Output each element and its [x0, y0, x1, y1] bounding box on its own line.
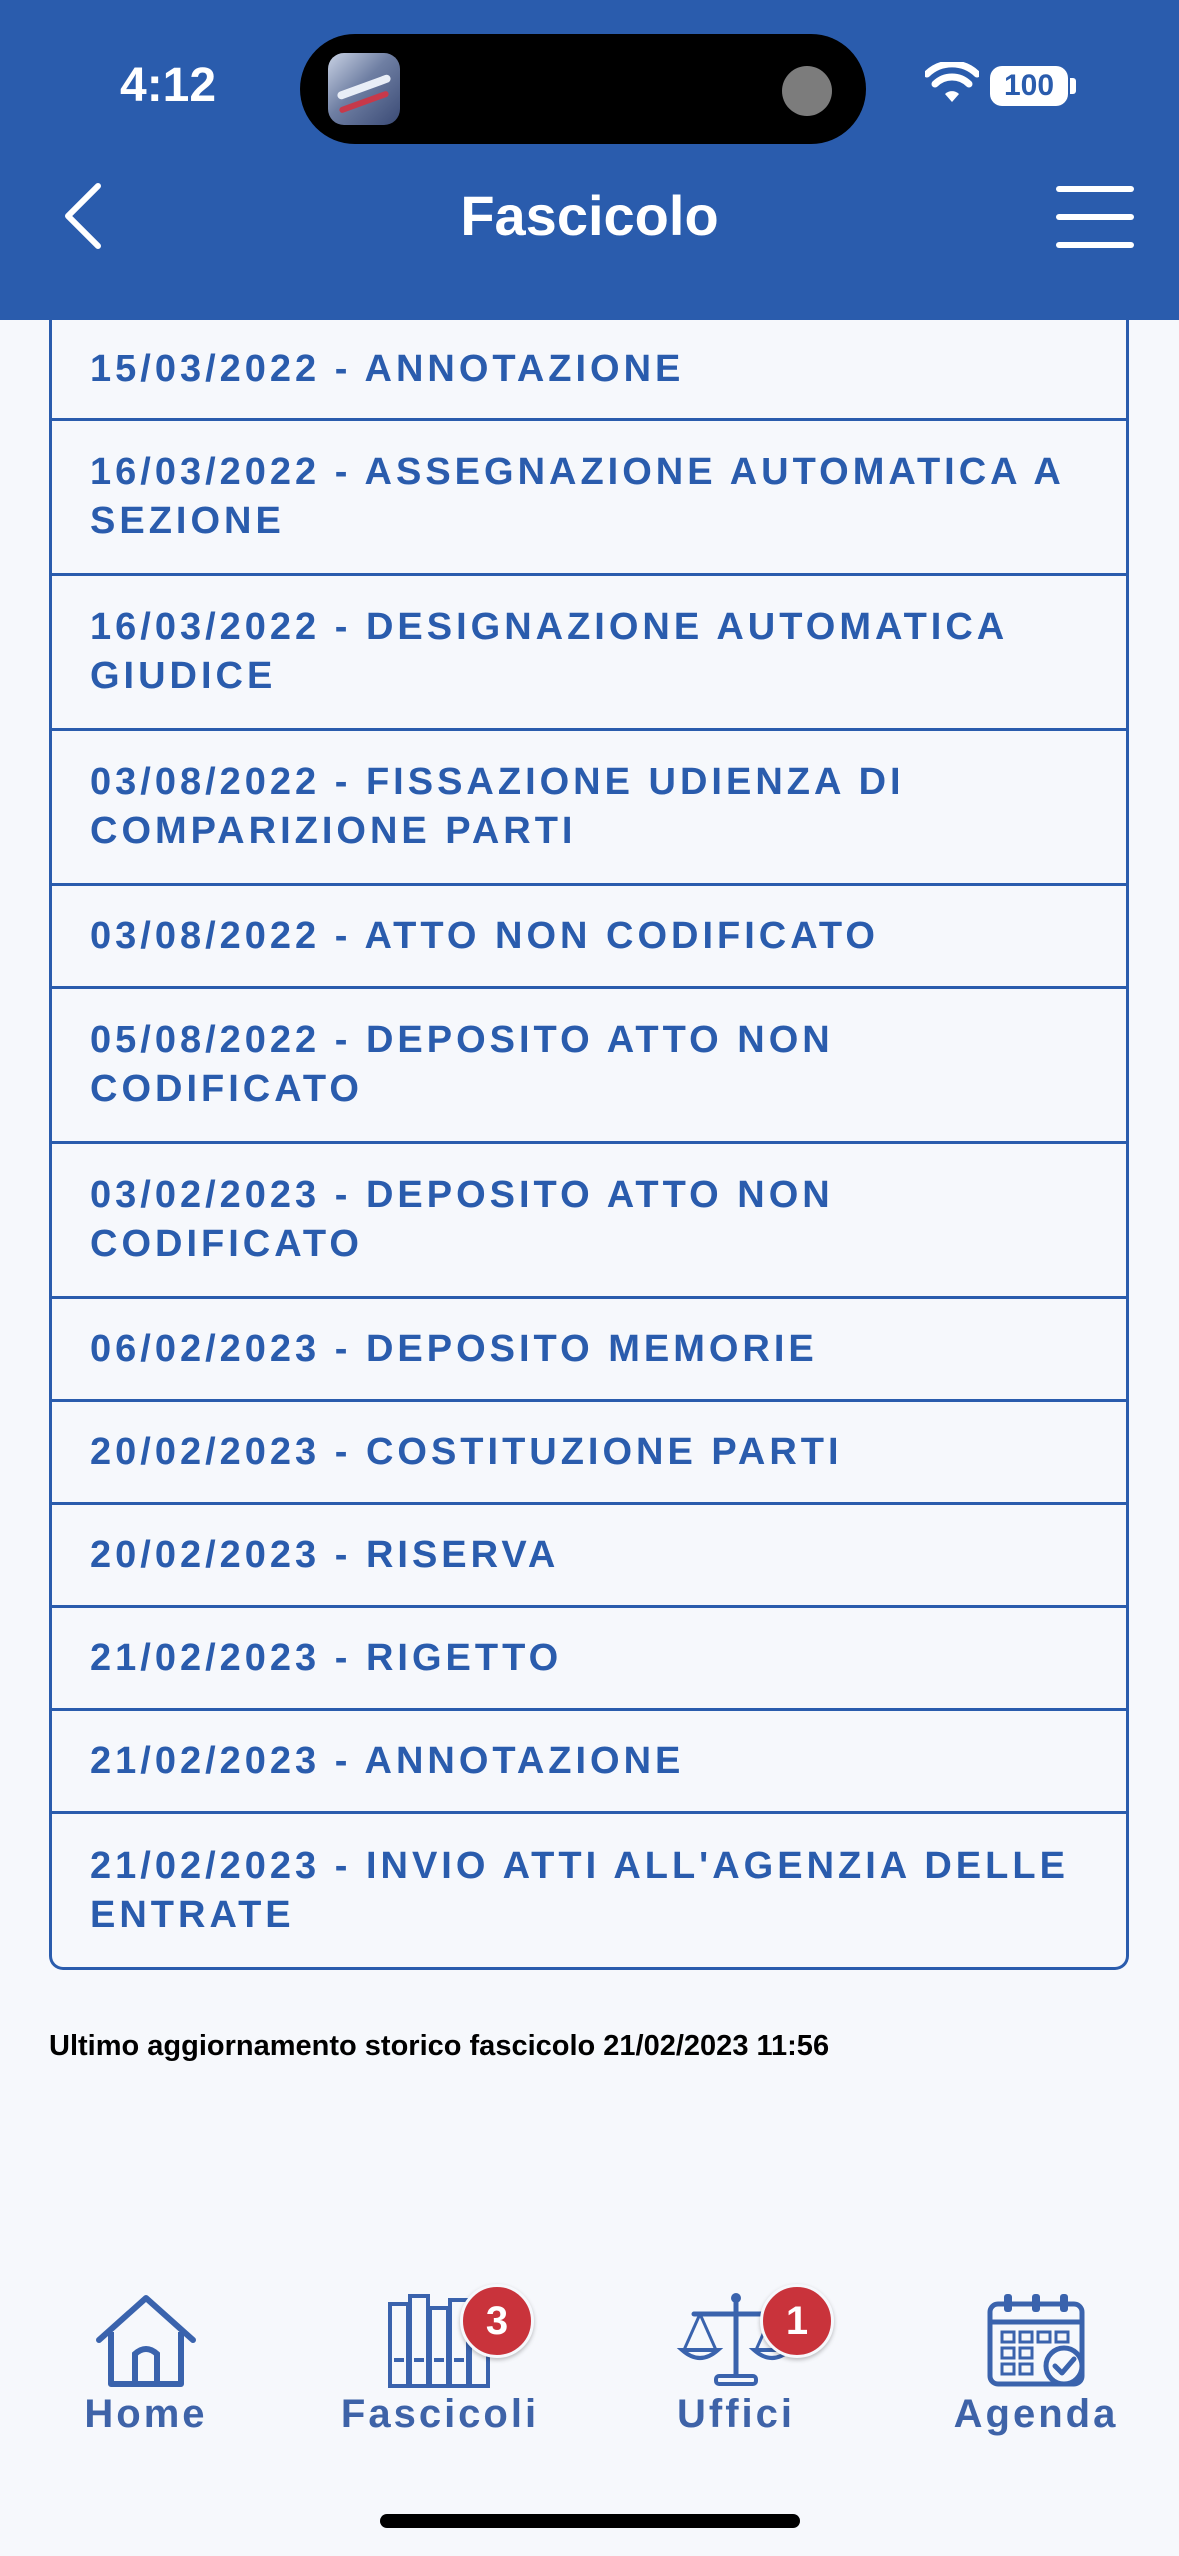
tab-agenda[interactable]: [906, 2290, 1166, 2437]
home-icon: [91, 2290, 201, 2390]
event-row[interactable]: [52, 989, 1126, 1144]
event-label: 03/08/2022 - FISSAZIONE UDIENZA DI COMPARIZIONE PARTI: [90, 761, 905, 852]
event-label: 16/03/2022 - ASSEGNAZIONE AUTOMATICA A SEZIONE: [90, 451, 1064, 542]
event-label: 05/08/2022 - DEPOSITO ATTO NON CODIFICATO: [90, 1019, 834, 1110]
event-label: 20/02/2023 - COSTITUZIONE PARTI: [90, 1430, 843, 1473]
tab-home-label: Home: [84, 2392, 208, 2436]
event-row[interactable]: [52, 1608, 1126, 1711]
event-label: 21/02/2023 - RIGETTO: [90, 1636, 563, 1679]
home-indicator[interactable]: [380, 2514, 800, 2528]
event-row[interactable]: [52, 320, 1126, 421]
event-row[interactable]: [52, 576, 1126, 731]
tab-fascicoli[interactable]: [310, 2290, 570, 2437]
event-row[interactable]: [52, 421, 1126, 576]
tab-home[interactable]: [16, 2290, 276, 2437]
last-update-note: Ultimo aggiornamento storico fascicolo 21/02/2023 11:56: [49, 2030, 830, 2062]
event-label: 03/02/2023 - DEPOSITO ATTO NON CODIFICATO: [90, 1174, 834, 1265]
tab-fascicoli-label: Fascicoli: [340, 2392, 540, 2436]
event-row[interactable]: [52, 1505, 1126, 1608]
wifi-icon: [925, 62, 979, 106]
app-thumbnail-icon[interactable]: [328, 53, 400, 125]
tab-uffici[interactable]: [606, 2290, 866, 2437]
page-title: Fascicolo: [460, 184, 719, 247]
event-row[interactable]: [52, 1814, 1126, 1967]
battery-indicator: 100: [990, 66, 1068, 106]
hamburger-menu-icon[interactable]: [1056, 186, 1134, 248]
event-row[interactable]: [52, 1144, 1126, 1299]
event-label: 21/02/2023 - INVIO ATTI ALL'AGENZIA DELLE ENTRATE: [90, 1844, 1069, 1936]
event-label: 03/08/2022 - ATTO NON CODIFICATO: [90, 914, 879, 957]
event-label: 21/02/2023 - ANNOTAZIONE: [90, 1739, 685, 1782]
tab-uffici-label: Uffici: [677, 2392, 795, 2436]
fascicoli-badge: 3: [460, 2284, 534, 2358]
tab-agenda-label: Agenda: [953, 2392, 1119, 2436]
event-row[interactable]: [52, 886, 1126, 989]
battery-cap: [1070, 78, 1076, 94]
event-row[interactable]: [52, 1299, 1126, 1402]
event-label: 15/03/2022 - ANNOTAZIONE: [90, 347, 685, 390]
event-row[interactable]: [52, 1402, 1126, 1505]
event-label: 06/02/2023 - DEPOSITO MEMORIE: [90, 1327, 818, 1370]
app-header: [0, 0, 1179, 320]
event-label: 20/02/2023 - RISERVA: [90, 1533, 560, 1576]
event-history-list: [49, 320, 1129, 1970]
uffici-badge: 1: [760, 2284, 834, 2358]
event-row[interactable]: [52, 1711, 1126, 1814]
camera-icon: [782, 66, 832, 116]
dynamic-island: [300, 34, 866, 144]
calendar-icon: [976, 2290, 1096, 2390]
event-label: 16/03/2022 - DESIGNAZIONE AUTOMATICA GIUDICE: [90, 606, 1007, 697]
event-row[interactable]: [52, 731, 1126, 886]
status-time: 4:12: [120, 59, 217, 112]
